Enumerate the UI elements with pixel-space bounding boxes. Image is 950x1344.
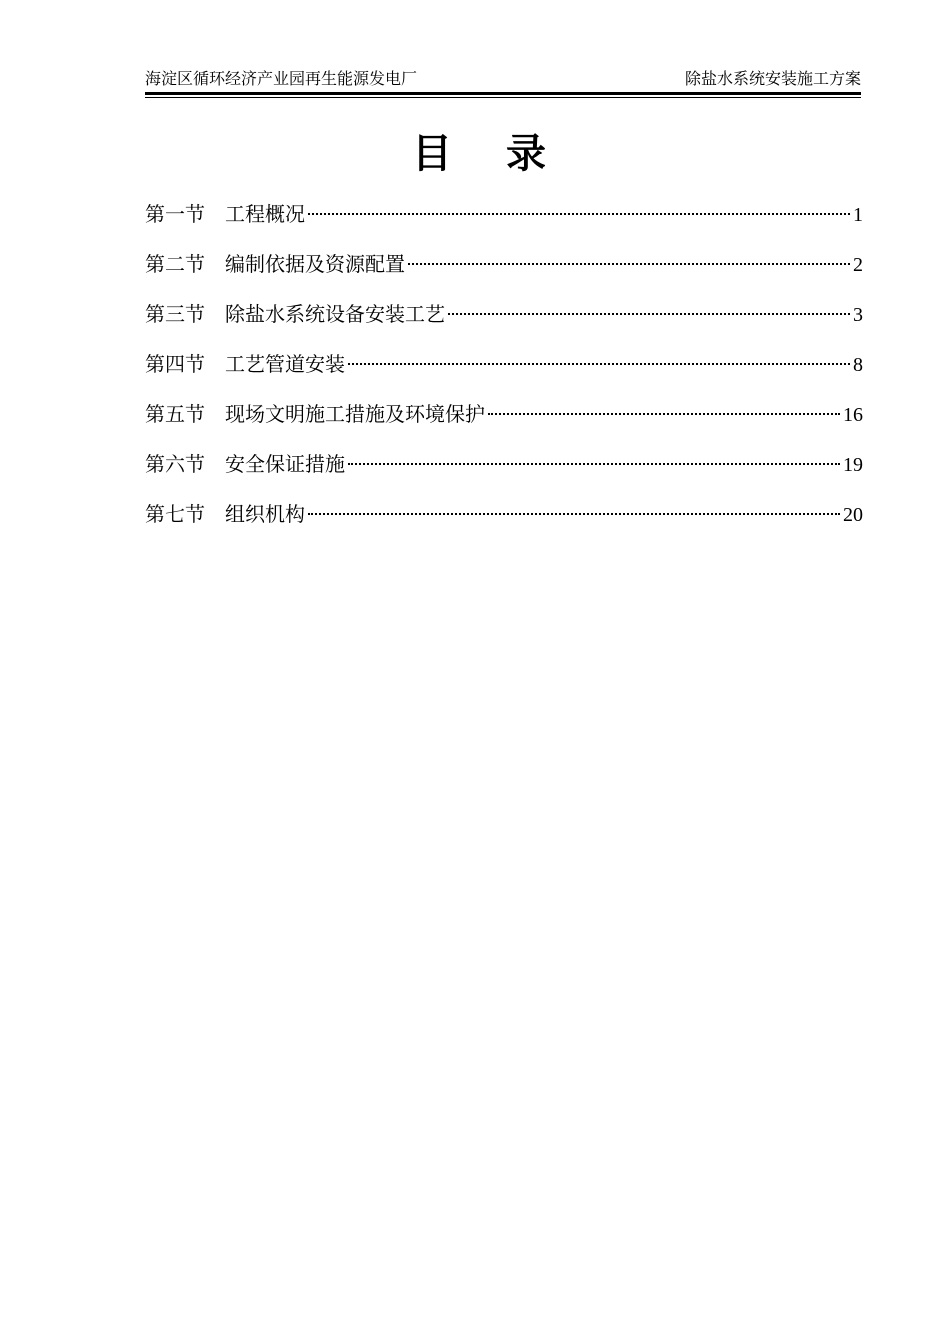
toc-entry-page: 19: [843, 454, 863, 476]
toc-dot-leader: [408, 263, 850, 265]
toc-entry-5[interactable]: [145, 398, 863, 448]
toc-title: 目录: [412, 130, 600, 177]
toc-entry-1[interactable]: [145, 198, 863, 248]
toc-entry-text: 安全保证措施: [225, 452, 345, 476]
toc-entry-2[interactable]: [145, 248, 863, 298]
toc-dot-leader: [488, 413, 840, 415]
toc-entry-page: 1: [853, 204, 863, 226]
page-header: [145, 68, 861, 92]
toc-entry-label: 第二节: [145, 252, 205, 276]
toc-dot-leader: [348, 363, 850, 365]
toc-entry-page: 16: [843, 404, 863, 426]
toc-entry-label: 第一节: [145, 202, 205, 226]
toc-entry-text: 除盐水系统设备安装工艺: [225, 302, 445, 326]
header-document-title: 除盐水系统安装施工方案: [684, 69, 861, 88]
toc-dot-leader: [308, 213, 850, 215]
header-rule-thin: [145, 97, 861, 98]
toc-entry-label: 第四节: [145, 352, 205, 376]
header-rule-thick: [145, 92, 861, 95]
toc-entry-text: 工程概况: [225, 202, 305, 226]
toc-entry-page: 2: [853, 254, 863, 276]
toc-entry-page: 3: [853, 304, 863, 326]
toc-entry-text: 编制依据及资源配置: [225, 252, 405, 276]
toc-entry-4[interactable]: [145, 348, 863, 398]
toc-entry-page: 20: [843, 504, 863, 526]
toc-entry-text: 工艺管道安装: [225, 352, 345, 376]
toc-list: [145, 198, 863, 548]
toc-dot-leader: [448, 313, 850, 315]
toc-dot-leader: [348, 463, 840, 465]
toc-entry-text: 现场文明施工措施及环境保护: [225, 402, 485, 426]
toc-entry-7[interactable]: [145, 498, 863, 548]
toc-entry-label: 第七节: [145, 502, 205, 526]
toc-entry-page: 8: [853, 354, 863, 376]
header-project-name: 海淀区循环经济产业园再生能源发电厂: [145, 69, 418, 88]
toc-entry-label: 第三节: [145, 302, 205, 326]
toc-entry-text: 组织机构: [225, 502, 305, 526]
toc-entry-label: 第五节: [145, 402, 205, 426]
toc-dot-leader: [308, 513, 840, 515]
toc-entry-label: 第六节: [145, 452, 205, 476]
toc-entry-6[interactable]: [145, 448, 863, 498]
toc-entry-3[interactable]: [145, 298, 863, 348]
